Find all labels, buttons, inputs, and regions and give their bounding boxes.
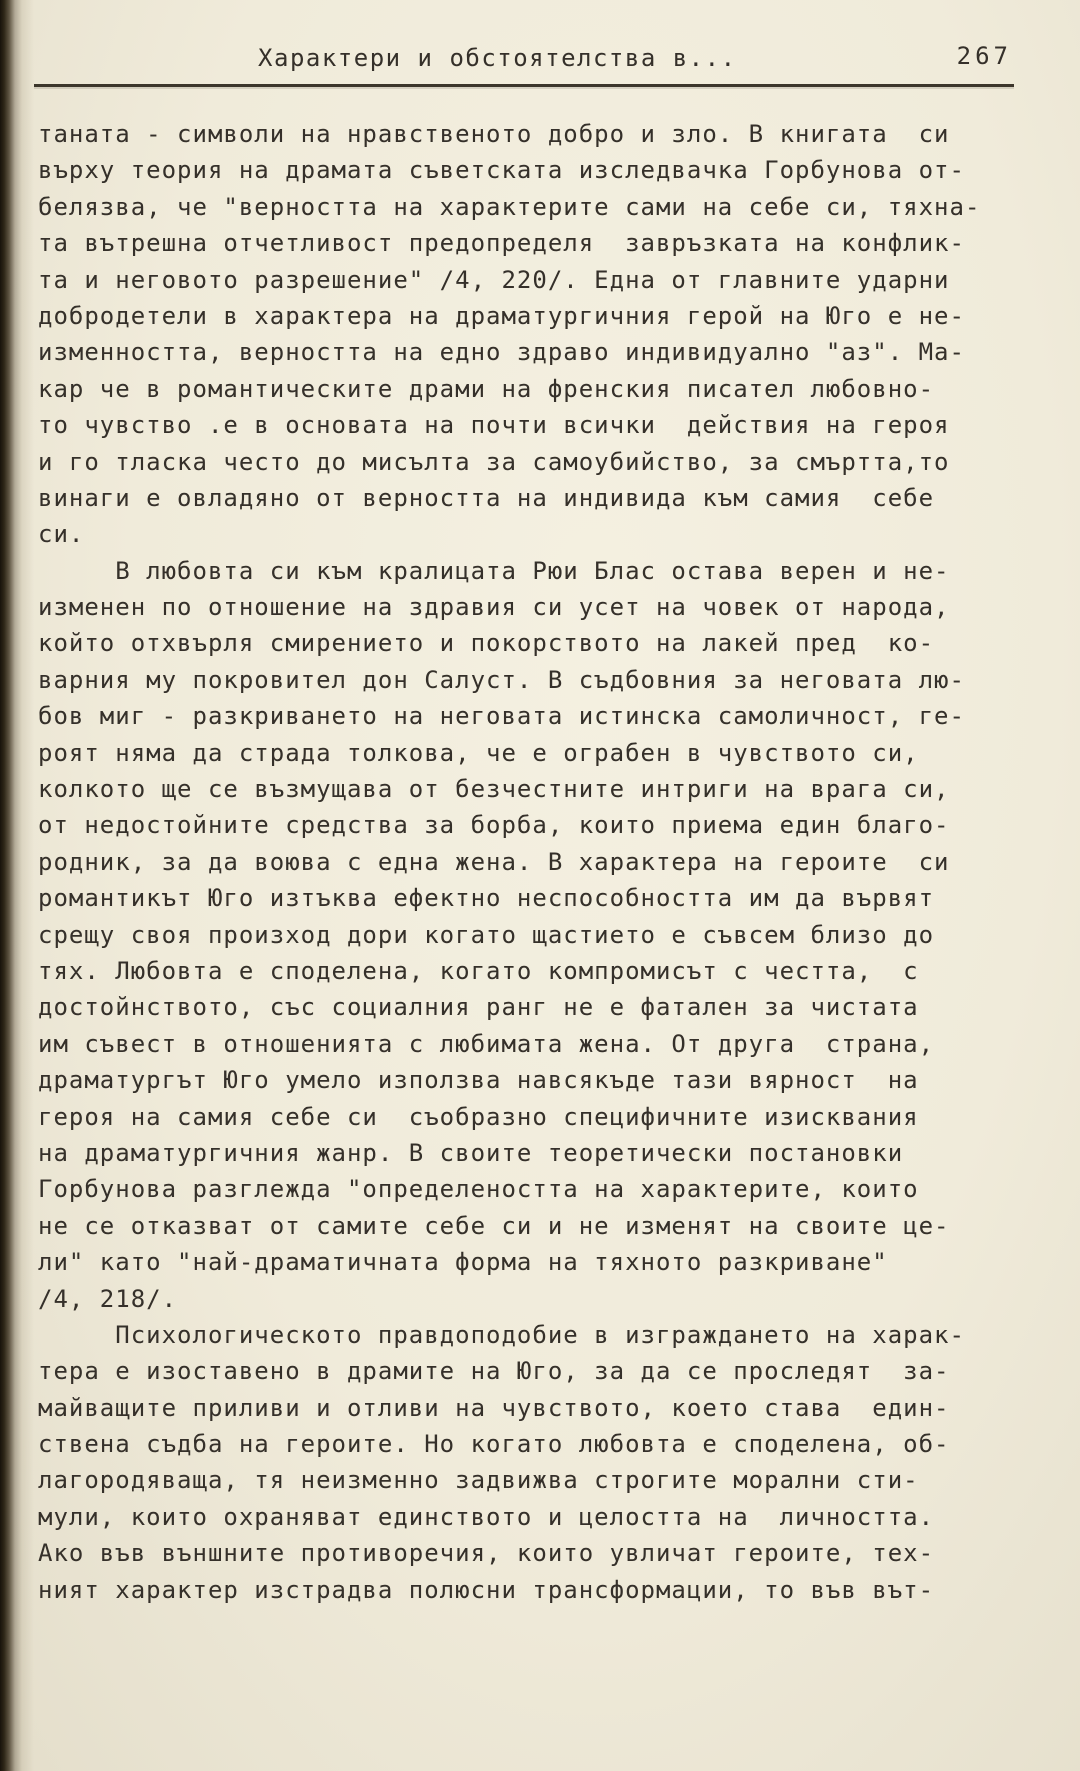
text-line: кар че в романтическите драми на френския писател любовно-	[38, 374, 935, 403]
book-spine-shadow	[0, 0, 34, 1771]
text-line: Психологическото правдоподобие в изграждането на харак-	[38, 1320, 965, 1349]
text-line: родник, за да воюва с една жена. В характера на героите си	[38, 847, 950, 876]
running-title: Характери и обстоятелства в...	[258, 44, 737, 72]
text-line: мули, които охраняват единството и целостта на личността.	[38, 1502, 935, 1531]
text-line: героя на самия себе си съобразно специфичните изисквания	[38, 1102, 919, 1131]
page-body	[38, 116, 1034, 1608]
text-line: и го тласка често до мисълта за самоубийство, за смъртта,то	[38, 447, 950, 476]
text-line: та и неговото разрешение" /4, 220/. Една от главните ударни	[38, 265, 950, 294]
text-line: от недостойните средства за борба, които приема един благо-	[38, 811, 950, 840]
text-line: върху теория на драмата съветската изследвачка Горбунова от-	[38, 156, 965, 185]
text-line: та вътрешна отчетливост предопределя завръзката на конфлик-	[38, 229, 965, 258]
text-line: достойнството, със социалния ранг не е фатален за чистата	[38, 993, 919, 1022]
text-line: ствена съдба на героите. Но когато любовта е споделена, об-	[38, 1430, 950, 1459]
text-line: майващите приливи и отливи на чувството, което става един-	[38, 1393, 950, 1422]
text-line: Горбунова разглежда "определеността на характерите, които	[38, 1175, 919, 1204]
text-line: варния му покровител дон Салуст. В съдбовния за неговата лю-	[38, 665, 965, 694]
text-line: ният характер изстрадва полюсни трансформации, то във вът-	[38, 1575, 935, 1604]
page-number: 267	[956, 42, 1012, 70]
text-line: драматургът Юго умело използва навсякъде тази вярност на	[38, 1066, 919, 1095]
text-line: им съвест в отношенията с любимата жена. От друга страна,	[38, 1029, 935, 1058]
text-line: добродетели в характера на драматургичния герой на Юго е не-	[38, 301, 965, 330]
text-line: тера е изоставено в драмите на Юго, за да се проследят за-	[38, 1357, 950, 1386]
text-line: /4, 218/.	[38, 1284, 178, 1313]
page-header	[38, 44, 1014, 78]
text-line: таната - символи на нравственото добро и зло. В книгата си	[38, 120, 950, 148]
header-rule	[34, 84, 1014, 87]
text-line: то чувство .е в основата на почти всички действия на героя	[38, 411, 950, 440]
text-line: ли" като "най-драматичната форма на тяхното разкриване"	[38, 1248, 888, 1277]
text-line: бов миг - разкриването на неговата истинска самоличност, ге-	[38, 702, 965, 731]
text-line: Ако във външните противоречия, които увличат героите, тех-	[38, 1539, 935, 1568]
text-line: лагородяваща, тя неизменно задвижва строгите морални сти-	[38, 1466, 919, 1495]
text-line: роят няма да страда толкова, че е ограбен в чувството си,	[38, 738, 919, 767]
text-line: си.	[38, 520, 85, 549]
text-line: колкото ще се възмущава от безчестните интриги на врага си,	[38, 775, 950, 804]
text-line: изменността, верността на едно здраво индивидуално "аз". Ма-	[38, 338, 965, 367]
text-line: белязва, че "верността на характерите сами на себе си, тяхна-	[38, 192, 981, 221]
text-line: изменен по отношение на здравия си усет на човек от народа,	[38, 593, 950, 622]
text-line: романтикът Юго изтъква ефектно неспособността им да вървят	[38, 884, 935, 913]
text-line: срещу своя произход дори когато щастието е съвсем близо до	[38, 920, 935, 949]
text-line: не се отказват от самите себе си и не изменят на своите це-	[38, 1211, 950, 1240]
text-line: тях. Любовта е споделена, когато компромисът с честта, с	[38, 956, 919, 985]
text-line: винаги е овладяно от верността на индивида към самия себе	[38, 483, 935, 512]
text-line: В любовта си към кралицата Рюи Блас остава верен и не-	[38, 556, 950, 585]
text-line: който отхвърля смирението и покорството на лакей пред ко-	[38, 629, 935, 658]
text-line: на драматургичния жанр. В своите теоретически постановки	[38, 1138, 904, 1167]
